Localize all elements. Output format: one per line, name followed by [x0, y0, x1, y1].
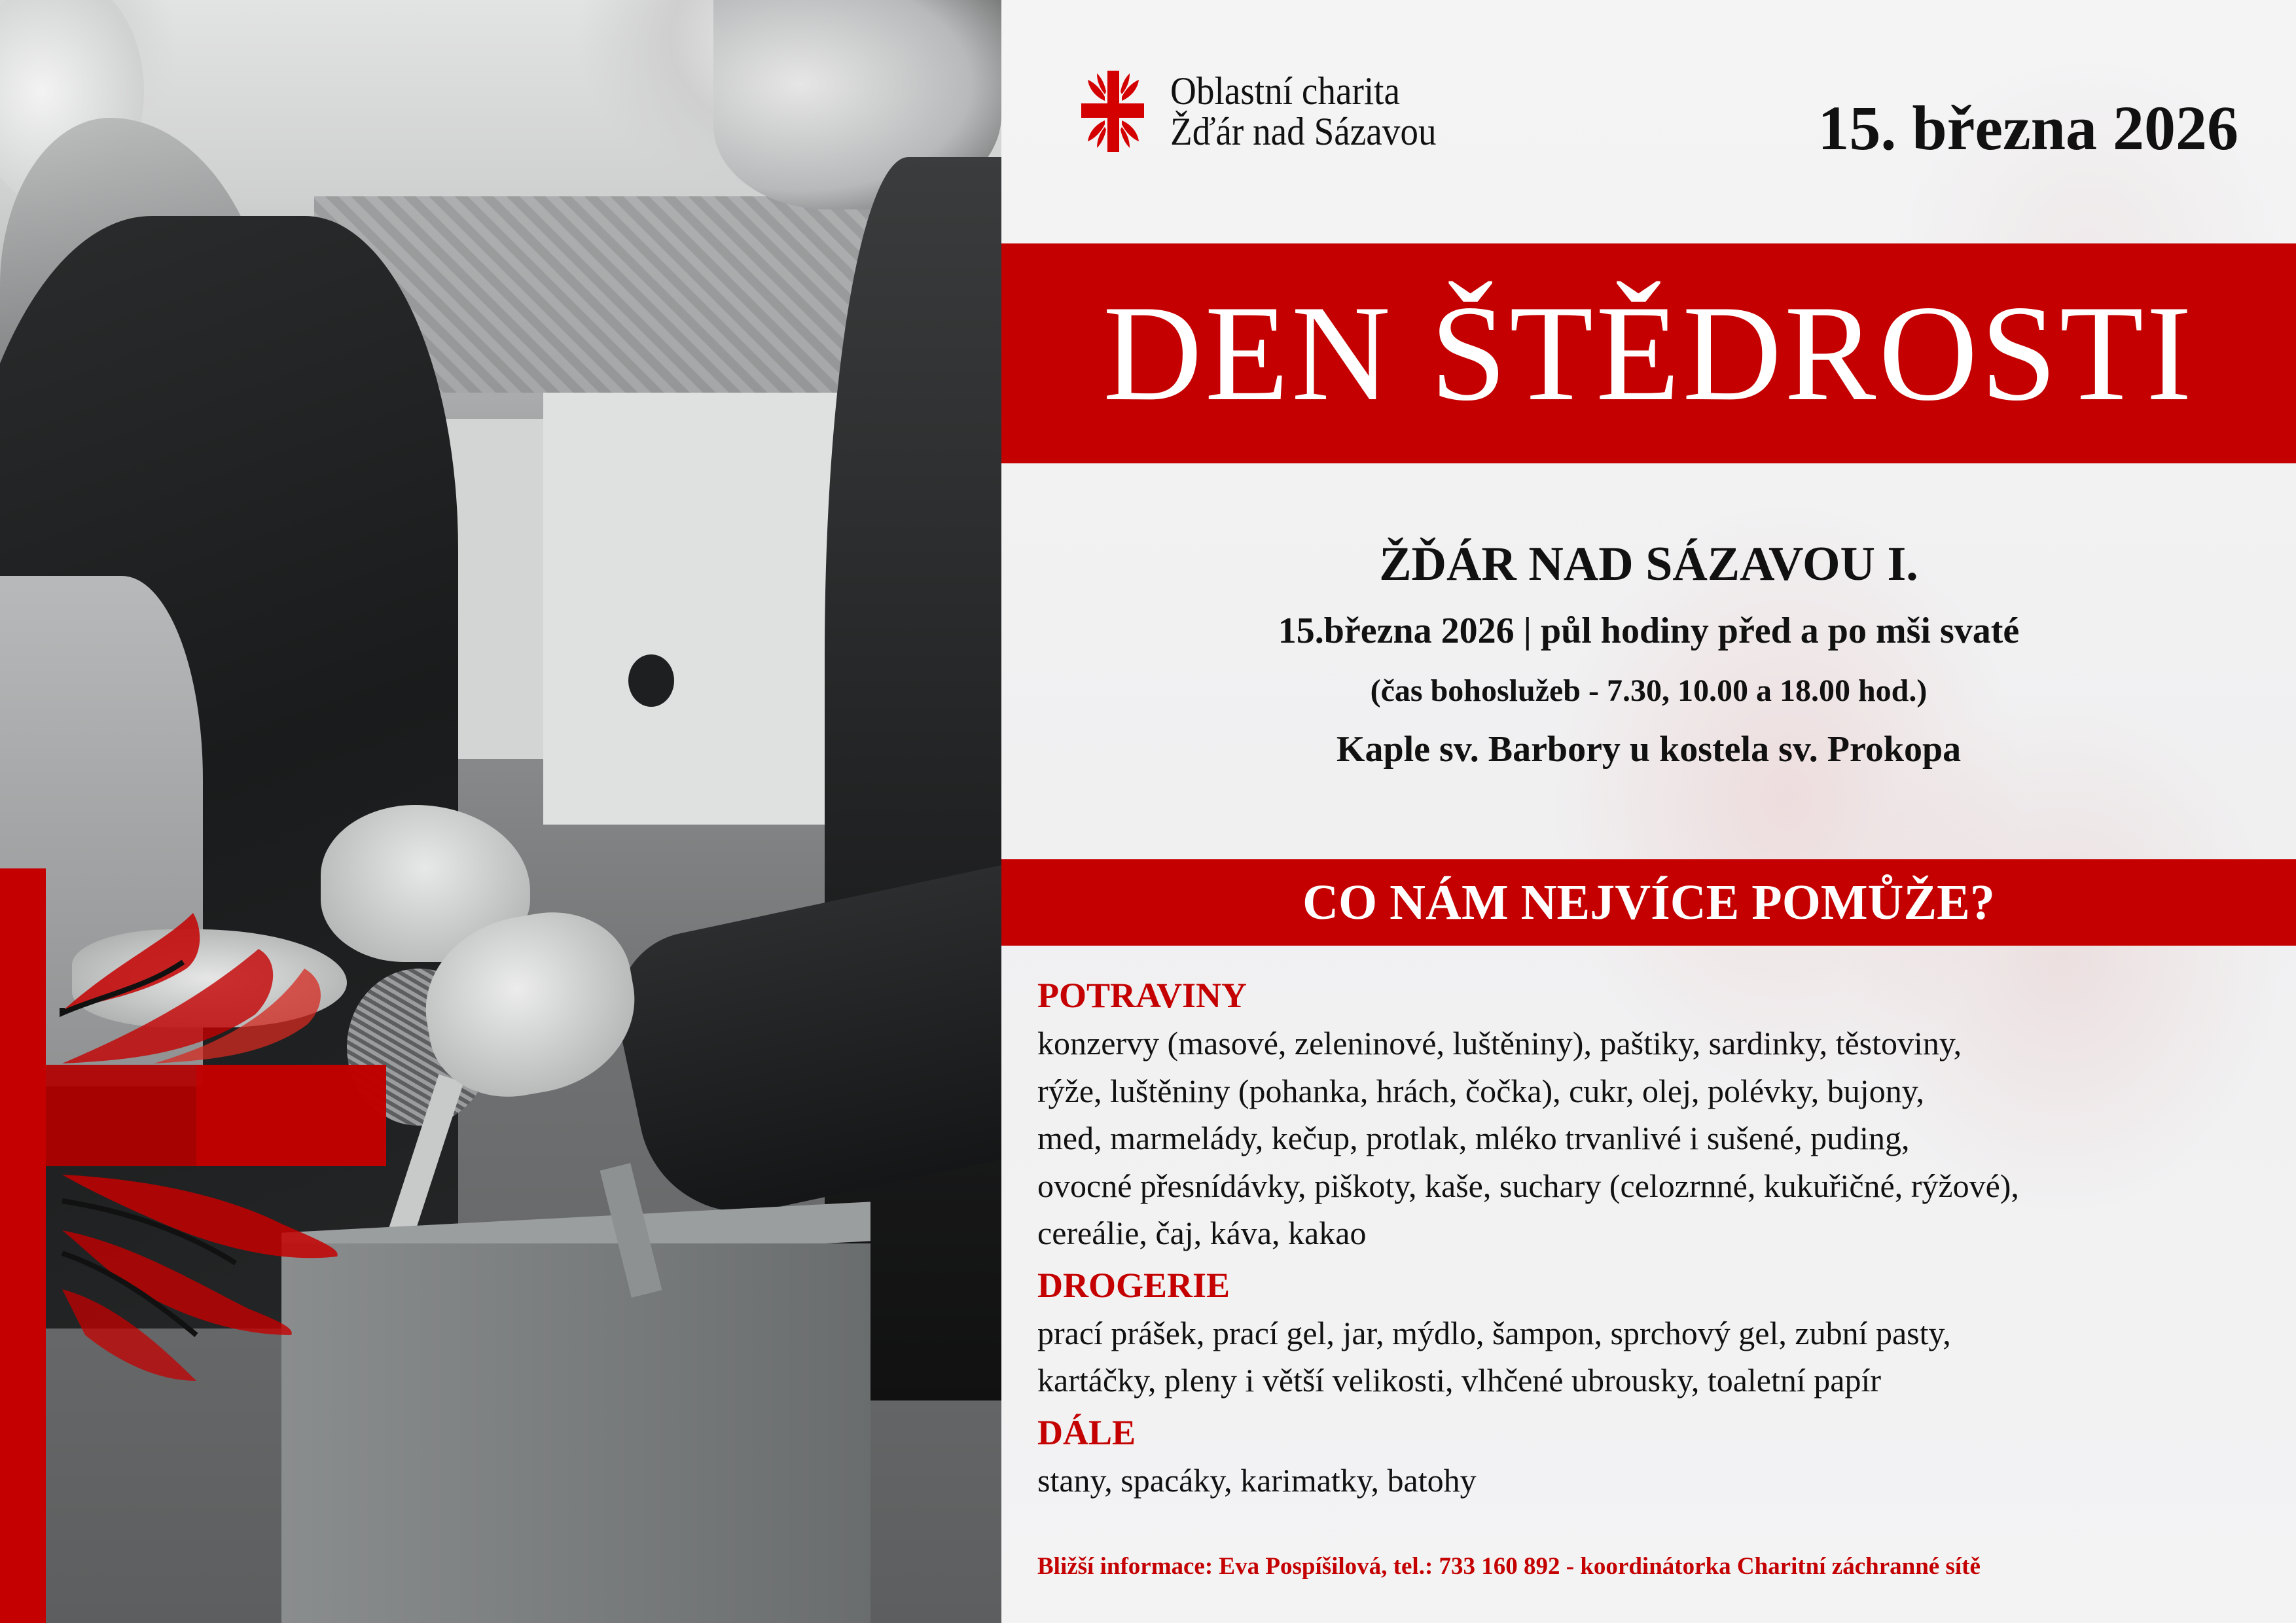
- photo-paper-bag: [281, 1243, 870, 1623]
- event-when: 15.března 2026 | půl hodiny před a po mši svaté: [1278, 611, 2020, 651]
- event-place: ŽĎÁR NAD SÁZAVOU I.: [1379, 537, 1918, 591]
- category-line: konzervy (masové, zeleninové, luštěniny), paštiky, sardinky, těstoviny,: [1037, 1025, 1962, 1061]
- category-other: [1037, 1410, 2281, 1505]
- contact-info: Bližší informace: Eva Pospíšilová, tel.: 733 160 892 - koordinátorka Charitní záchranné sítě: [1037, 1553, 1981, 1580]
- category-line: med, marmelády, kečup, protlak, mléko trvanlivé i sušené, puding,: [1037, 1120, 1910, 1156]
- category-line: stany, spacáky, karimatky, batohy: [1037, 1461, 1477, 1499]
- hero-photo: [0, 0, 1001, 1623]
- category-line: kartáčky, pleny i větší velikosti, vlhčené ubrousky, toaletní papír: [1037, 1362, 1882, 1399]
- category-line: ovocné přesnídávky, piškoty, kaše, suchary (celozrnné, kukuřičné, rýžové),: [1037, 1167, 2019, 1204]
- category-food: [1037, 972, 2281, 1257]
- organization-name-line2: Žďár nad Sázavou: [1170, 110, 1437, 153]
- needs-banner: [1001, 859, 2296, 946]
- needs-heading: CO NÁM NEJVÍCE POMŮŽE?: [1302, 875, 1995, 930]
- event-venue: Kaple sv. Barbory u kostela sv. Prokopa: [1336, 729, 1962, 770]
- caritas-cross-icon: [1081, 71, 1144, 152]
- needs-list: [1037, 972, 2281, 1509]
- category-title: DROGERIE: [1037, 1265, 1230, 1305]
- event-date-header: 15. března 2026: [1818, 93, 2238, 163]
- organization-name: [1170, 71, 1437, 152]
- category-line: prací prášek, prací gel, jar, mýdlo, šampon, sprchový gel, zubní pasty,: [1037, 1314, 1951, 1351]
- category-title: POTRAVINY: [1037, 976, 1247, 1015]
- photo-box: [543, 393, 851, 825]
- event-mass-times: (čas bohoslužeb - 7.30, 10.00 a 18.00 hod.): [1370, 673, 1928, 708]
- event-details: [1001, 531, 2296, 779]
- category-items: [1037, 1020, 2281, 1257]
- category-line: rýže, luštěniny (pohanka, hrách, čočka), cukr, olej, polévky, bujony,: [1037, 1072, 1924, 1109]
- content-panel: [1001, 0, 2296, 1623]
- page-title: DEN ŠTĚDROSTI: [1103, 277, 2195, 429]
- organization-logo: [1081, 71, 1460, 152]
- title-banner: [1001, 243, 2296, 463]
- organization-name-line1: Oblastní charita: [1170, 69, 1401, 113]
- category-drugstore: [1037, 1262, 2281, 1404]
- category-items: [1037, 1310, 2281, 1404]
- category-line: cereálie, čaj, káva, kakao: [1037, 1215, 1367, 1251]
- category-items: [1037, 1457, 2281, 1505]
- category-title: DÁLE: [1037, 1412, 1136, 1452]
